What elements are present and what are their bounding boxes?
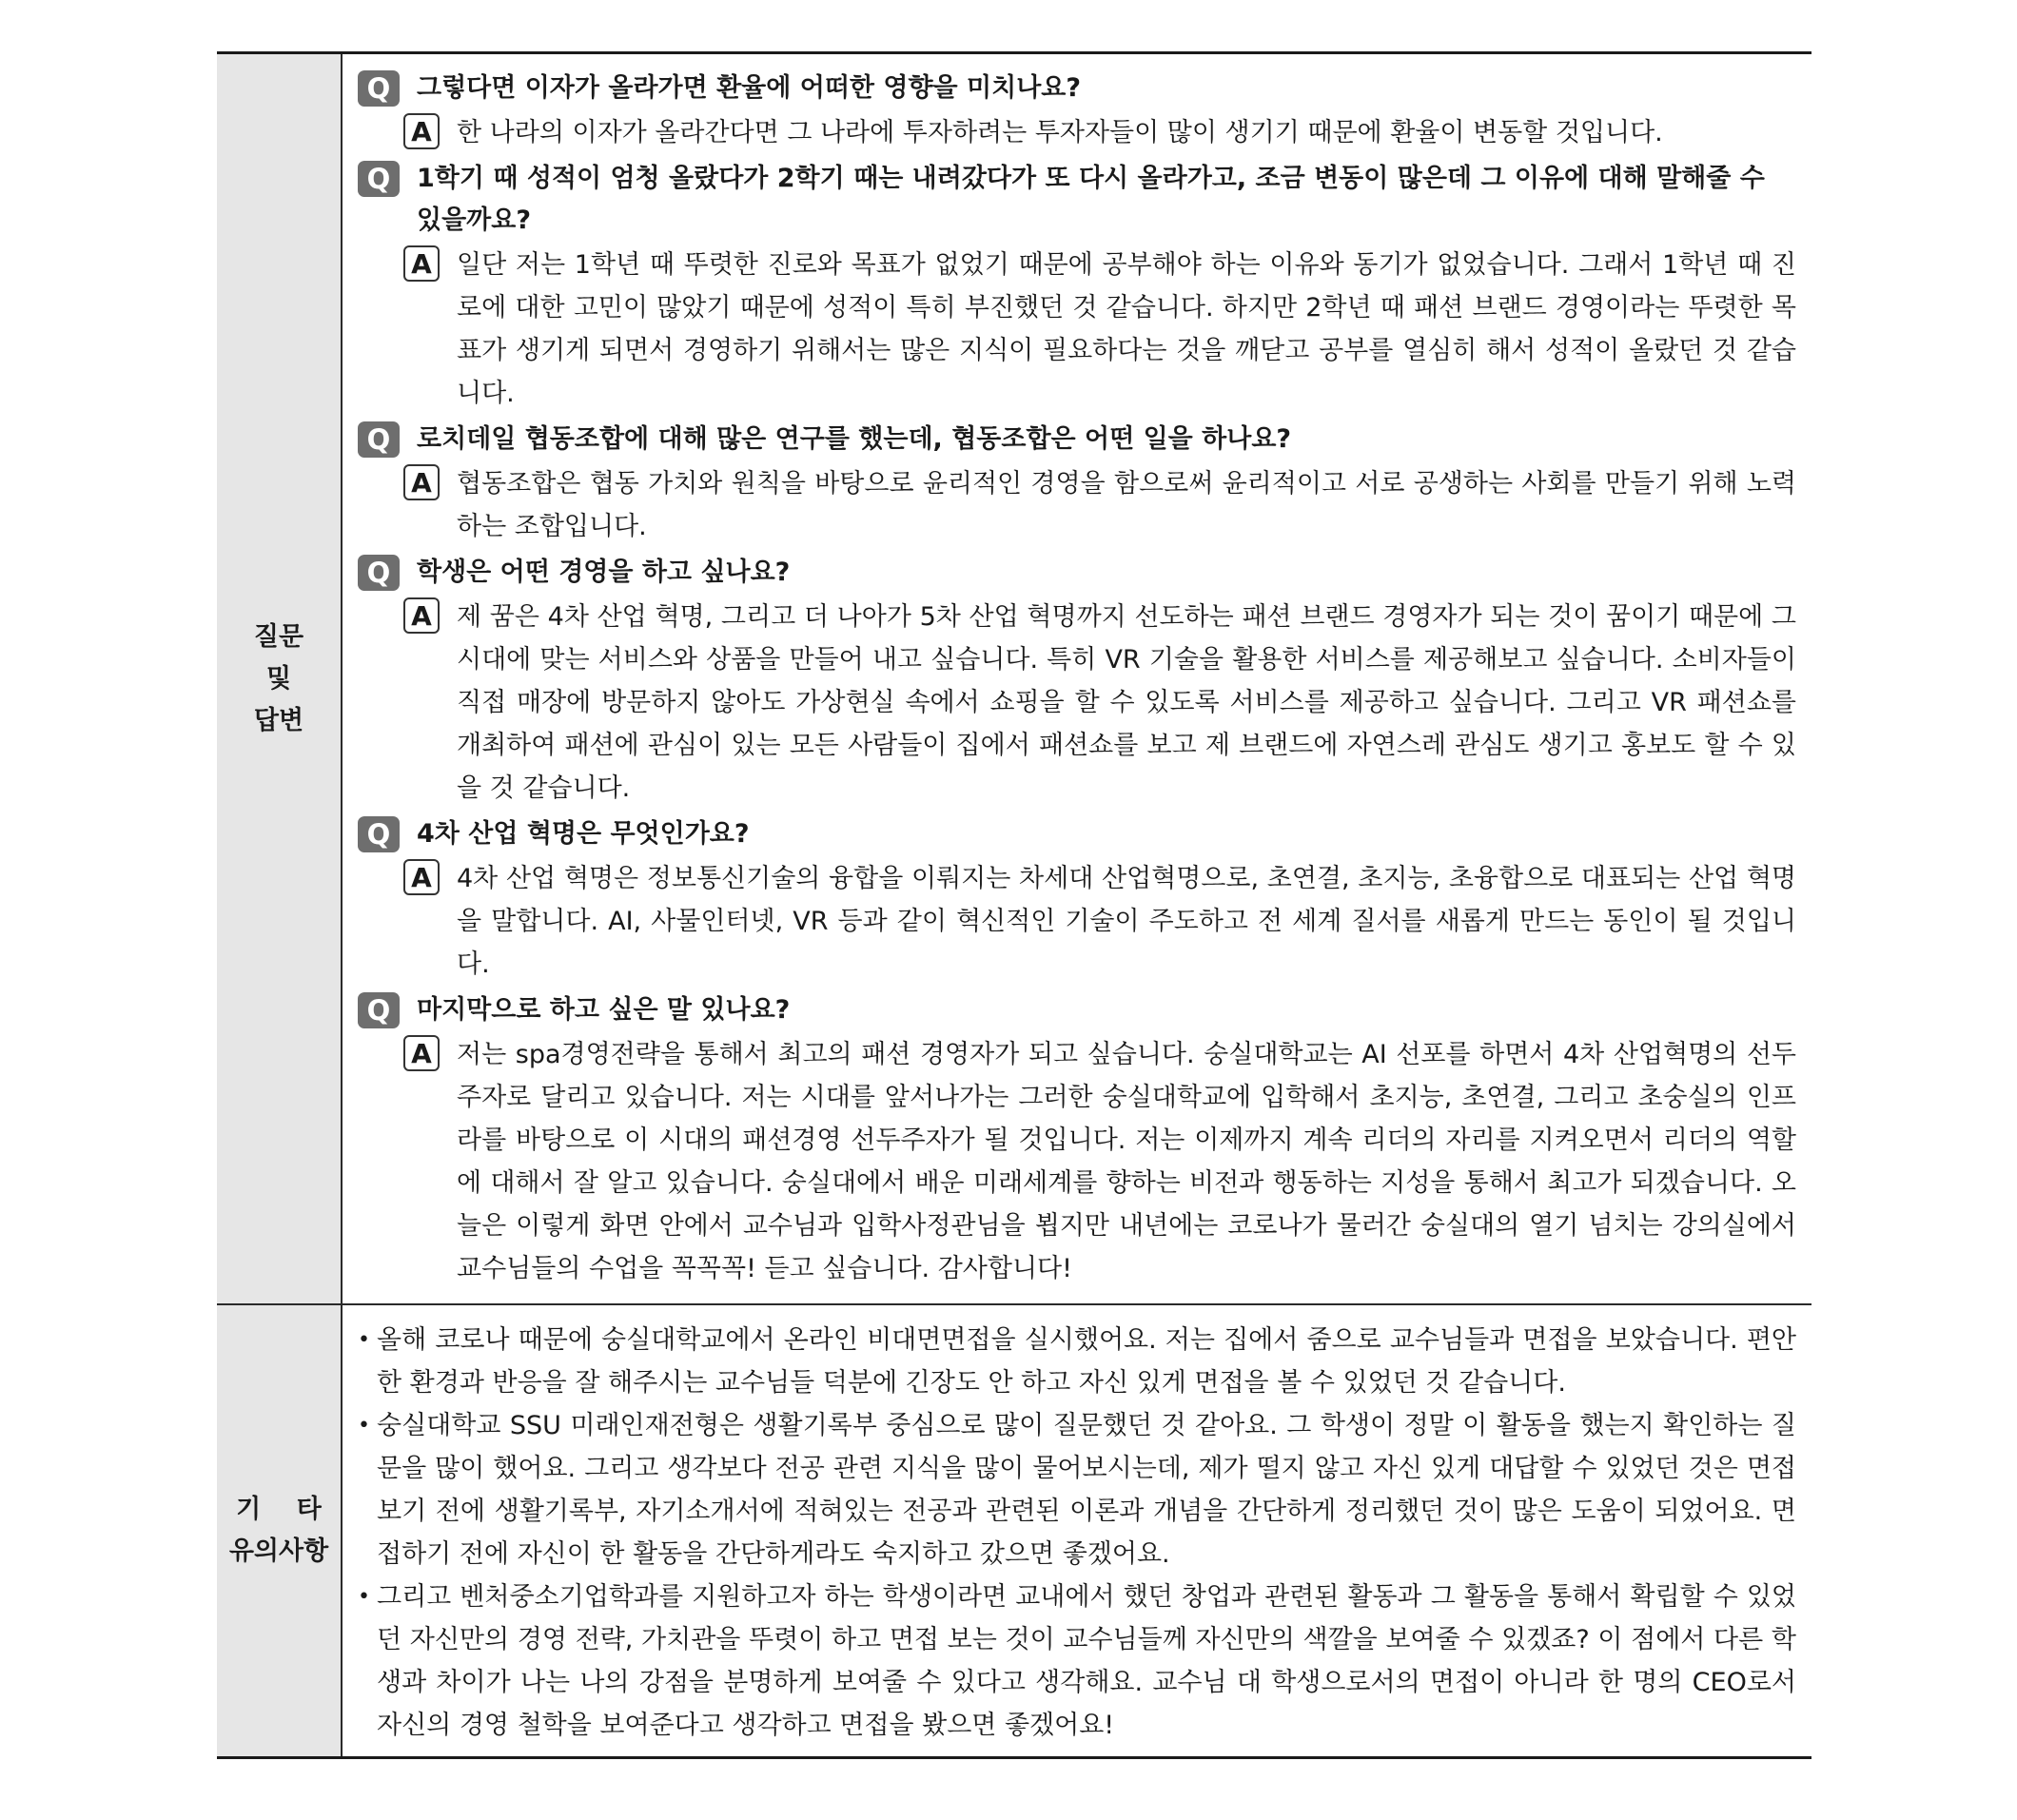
q-badge-icon: Q [358, 421, 400, 458]
qa-content [343, 54, 1811, 1303]
bullet-icon: • [358, 1585, 370, 1609]
q-badge-icon: Q [358, 816, 400, 852]
q-badge-icon: Q [358, 992, 400, 1028]
qa-item [358, 158, 1796, 415]
label-line: 기 타 [236, 1495, 322, 1524]
bullet-icon: • [358, 1414, 370, 1438]
question-text: 학생은 어떤 경영을 하고 싶나요? [417, 558, 791, 587]
notes-list [358, 1319, 1796, 1747]
question-text: 마지막으로 하고 싶은 말 있나요? [417, 995, 791, 1025]
interview-document [217, 51, 1811, 1759]
label-line: 답변 [253, 705, 304, 735]
question [358, 813, 1796, 855]
question-text: 1학기 때 성적이 엄청 올랐다가 2학기 때는 내려갔다가 또 다시 올라가고, 조금 변동이 많은데 그 이유에 대해 말해줄 수 있을까요? [417, 164, 1765, 235]
answer-text: 저는 spa경영전략을 통해서 최고의 패션 경영자가 되고 싶습니다. 숭실대학교는 AI 선포를 하면서 4차 산업혁명의 선두주자로 달리고 있습니다. 저는 시대를 앞서나가는 그러한 숭실대학교에 입학해서 초지능, 초연결, 그리고 초숭실의 인프라를 바탕으로 이 시대의 패션경영 선두주자가 될 것입니다. 저는 이제까지 계속 리더의 자리를 지켜오면서 리더의 역할에 대해서 잘 알고 있습니다. 숭실대에서 배운 미래세계를 향하는 비전과 행동하는 지성을 통해서 최고가 되겠습니다. 오늘은 이렇게 화면 안에서 교수님과 입학사정관님을 뵙지만 내년에는 코로나가 물러간 숭실대의 열기 넘치는 강의실에서 교수님들의 수업을 꼭꼭꼭! 듣고 싶습니다. 감사합니다! [457, 1040, 1796, 1283]
answer-text: 제 꿈은 4차 산업 혁명, 그리고 더 나아가 5차 산업 혁명까지 선도하는 패션 브랜드 경영자가 되는 것이 꿈이기 때문에 그 시대에 맞는 서비스와 상품을 만들어 내고 싶습니다. 특히 VR 기술을 활용한 서비스를 제공해보고 싶습니다. 소비자들이 직접 매장에 방문하지 않아도 가상현실 속에서 쇼핑을 할 수 있도록 서비스를 제공하고 싶습니다. 그리고 VR 패션쇼를 개최하여 패션에 관심이 있는 모든 사람들이 집에서 패션쇼를 보고 제 브랜드에 자연스레 관심도 생기고 홍보도 할 수 있을 것 같습니다. [457, 602, 1796, 803]
notes-content [343, 1305, 1811, 1756]
question [358, 158, 1796, 242]
question-text: 로치데일 협동조합에 대해 많은 연구를 했는데, 협동조합은 어떤 일을 하나요? [417, 424, 1292, 454]
q-badge-icon: Q [358, 70, 400, 107]
note-text: 그리고 벤처중소기업학과를 지원하고자 하는 학생이라면 교내에서 했던 창업과 관련된 활동과 그 활동을 통해서 확립할 수 있었던 자신만의 경영 전략, 가치관을 뚜렷이 하고 면접 보는 것이 교수님들께 자신만의 색깔을 보여줄 수 있겠죠? 이 점에서 다른 학생과 차이가 나는 나의 강점을 분명하게 보여줄 수 있다고 생각해요. 교수님 대 학생으로서의 면접이 아니라 한 명의 CEO로서 자신의 경영 철학을 보여준다고 생각하고 면접을 봤으면 좋겠어요! [377, 1582, 1796, 1740]
answer [403, 1033, 1796, 1290]
label-line: 질문 [253, 621, 304, 652]
qa-section-label [217, 54, 343, 1303]
answer [403, 244, 1796, 415]
question [358, 419, 1796, 460]
answer [403, 857, 1796, 986]
question-text: 4차 산업 혁명은 무엇인가요? [417, 819, 750, 849]
answer-text: 협동조합은 협동 가치와 원칙을 바탕으로 윤리적인 경영을 함으로써 윤리적이고 서로 공생하는 사회를 만들기 위해 노력하는 조합입니다. [457, 469, 1796, 541]
answer [403, 462, 1796, 548]
notes-section-label [217, 1305, 343, 1756]
qa-item [358, 419, 1796, 548]
note-text: 숭실대학교 SSU 미래인재전형은 생활기록부 중심으로 많이 질문했던 것 같아요. 그 학생이 정말 이 활동을 했는지 확인하는 질문을 많이 했어요. 그리고 생각보다 전공 관련 지식을 많이 물어보시는데, 제가 떨지 않고 자신 있게 대답할 수 있었던 것은 면접 보기 전에 생활기록부, 자기소개서에 적혀있는 전공과 관련된 이론과 개념을 간단하게 정리했던 것이 많은 도움이 되었어요. 면접하기 전에 자신이 한 활동을 간단하게라도 숙지하고 갔으면 좋겠어요. [377, 1411, 1796, 1569]
label-line: 및 [265, 663, 292, 694]
answer [403, 596, 1796, 810]
a-badge-icon: A [403, 113, 440, 149]
a-badge-icon: A [403, 1035, 440, 1071]
a-badge-icon: A [403, 859, 440, 895]
answer-text: 한 나라의 이자가 올라간다면 그 나라에 투자하려는 투자자들이 많이 생기기 때문에 환율이 변동할 것입니다. [457, 118, 1663, 147]
bullet-icon: • [358, 1328, 370, 1352]
qa-item [358, 552, 1796, 810]
label-line: 유의사항 [228, 1536, 329, 1566]
notes-section [217, 1305, 1811, 1759]
qa-section [217, 51, 1811, 1305]
question [358, 552, 1796, 594]
a-badge-icon: A [403, 245, 440, 282]
answer-text: 4차 산업 혁명은 정보통신기술의 융합을 이뤄지는 차세대 산업혁명으로, 초연결, 초지능, 초융합으로 대표되는 산업 혁명을 말합니다. AI, 사물인터넷, VR 등과 같이 혁신적인 기술이 주도하고 전 세계 질서를 새롭게 만드는 동인이 될 것입니다. [457, 864, 1796, 979]
answer [403, 111, 1796, 154]
qa-item [358, 68, 1796, 154]
a-badge-icon: A [403, 464, 440, 500]
qa-item [358, 989, 1796, 1290]
note-text: 올해 코로나 때문에 숭실대학교에서 온라인 비대면면접을 실시했어요. 저는 집에서 줌으로 교수님들과 면접을 보았습니다. 편안한 환경과 반응을 잘 해주시는 교수님들 덕분에 긴장도 안 하고 자신 있게 면접을 볼 수 있었던 것 같습니다. [377, 1325, 1796, 1398]
a-badge-icon: A [403, 597, 440, 634]
q-badge-icon: Q [358, 161, 400, 197]
question-text: 그렇다면 이자가 올라가면 환율에 어떠한 영향을 미치나요? [417, 73, 1082, 103]
question [358, 68, 1796, 109]
note-item [358, 1319, 1796, 1404]
answer-text: 일단 저는 1학년 때 뚜렷한 진로와 목표가 없었기 때문에 공부해야 하는 이유와 동기가 없었습니다. 그래서 1학년 때 진로에 대한 고민이 많았기 때문에 성적이 특히 부진했던 것 같습니다. 하지만 2학년 때 패션 브랜드 경영이라는 뚜렷한 목표가 생기게 되면서 경영하기 위해서는 많은 지식이 필요하다는 것을 깨닫고 공부를 열심히 해서 성적이 올랐던 것 같습니다. [457, 250, 1796, 408]
note-item [358, 1575, 1796, 1747]
q-badge-icon: Q [358, 555, 400, 591]
qa-item [358, 813, 1796, 986]
note-item [358, 1404, 1796, 1575]
question [358, 989, 1796, 1031]
